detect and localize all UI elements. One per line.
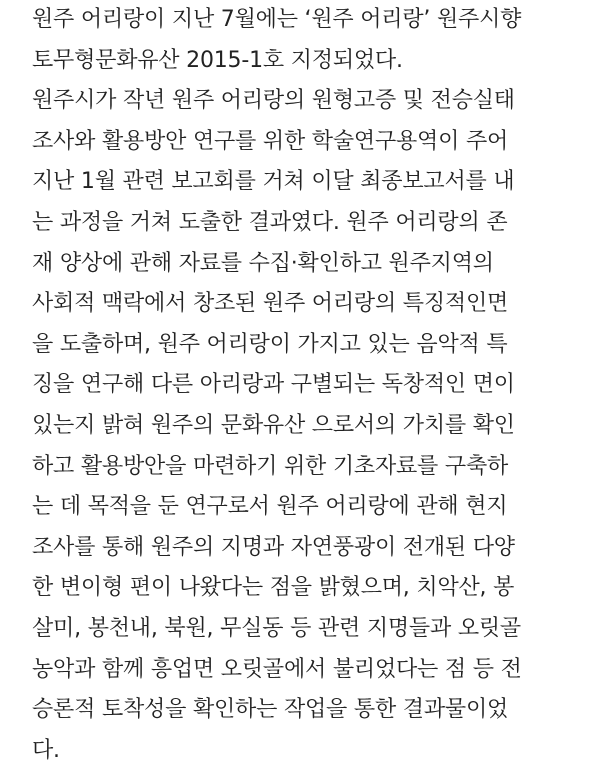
- article-line: 는 과정을 거쳐 도출한 결과였다. 원주 어리랑의 존: [32, 209, 508, 235]
- article-line: 조사와 활용방안 연구를 위한 학술연구용역이 주어: [32, 128, 509, 154]
- article-line: 지난 1월 관련 보고회를 거쳐 이달 최종보고서를 내: [32, 169, 515, 195]
- article-line: 재 양상에 관해 자료를 수집·확인하고 원주지역의: [32, 250, 494, 276]
- article-line: 조사를 통해 원주의 지명과 자연풍광이 전개된 다양: [32, 534, 515, 560]
- article-line: 는 데 목적을 둔 연구로서 원주 어리랑에 관해 현지: [32, 494, 508, 520]
- article-line: 한 변이형 편이 나왔다는 점을 밝혔으며, 치악산, 봉: [32, 575, 515, 601]
- article-line: 승론적 토착성을 확인하는 작업을 통한 결과물이었: [32, 697, 509, 723]
- article-line: 다.: [32, 737, 60, 763]
- article-line: 농악과 함께 흥업면 오릿골에서 불리었다는 점 등 전: [32, 656, 522, 682]
- article-line: 하고 활용방안을 마련하기 위한 기초자료를 구축하: [32, 453, 509, 479]
- article-line: 토무형문화유산 2015-1호 지정되었다.: [32, 47, 403, 73]
- article-line: 징을 연구해 다른 아리랑과 구별되는 독창적인 면이: [32, 372, 515, 398]
- article-line: 사회적 맥락에서 창조된 원주 어리랑의 특징적인면: [32, 291, 509, 317]
- article-line: 을 도출하며, 원주 어리랑이 가지고 있는 음악적 특: [32, 331, 508, 357]
- article-line: 원주시가 작년 원주 어리랑의 원형고증 및 전승실태: [32, 88, 515, 114]
- article-line: 원주 어리랑이 지난 7월에는 ‘원주 어리랑’ 원주시향: [32, 7, 522, 32]
- article-body: [32, 0, 592, 771]
- article-line: 살미, 봉천내, 북원, 무실동 등 관련 지명들과 오릿골: [32, 615, 521, 641]
- article-line: 있는지 밝혀 원주의 문화유산 으로서의 가치를 확인: [32, 412, 515, 438]
